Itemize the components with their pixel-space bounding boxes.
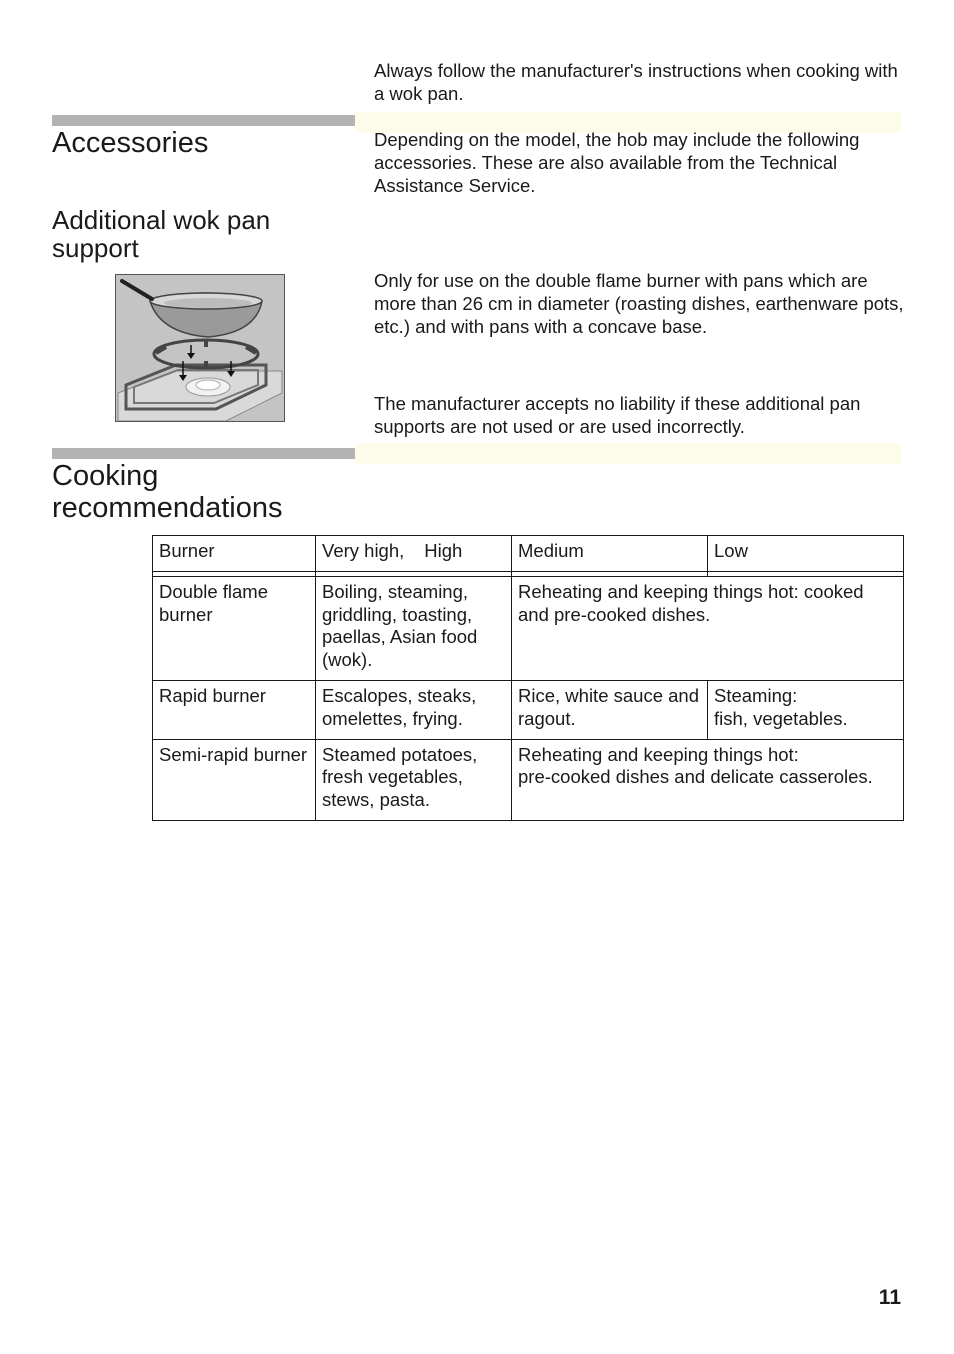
header-high: High — [424, 540, 463, 561]
table-row — [153, 739, 904, 820]
wok-support-illustration — [115, 274, 285, 422]
accessories-description: Depending on the model, the hob may include the following accessories. These are also available from the Technical Assistance Service. — [374, 129, 860, 196]
cell-high: Boiling, steaming, griddling, toasting, paellas, Asian food (wok). — [316, 576, 512, 680]
section-highlight-band — [355, 443, 901, 464]
wok-support-heading: Additional wok pan support — [52, 205, 271, 263]
header-medium: Medium — [512, 536, 708, 572]
cooking-recommendations-heading: Cooking recommendations — [52, 460, 283, 524]
cooking-recommendations-table — [152, 535, 904, 821]
wok-support-drawing — [116, 275, 284, 421]
cell-high: Steamed potatoes, fresh vegetables, stews, pasta. — [316, 739, 512, 820]
cell-low — [708, 680, 904, 739]
wok-support-usage-text: Only for use on the double flame burner with pans which are more than 26 cm in diameter (roasting dishes, earthenware pots, etc.) and with pans with a concave base. — [374, 270, 904, 337]
table-row — [153, 680, 904, 739]
page-number: 11 — [878, 1286, 901, 1309]
cell-low-line1: Steaming: — [714, 684, 798, 706]
cell-medium: Rice, white sauce and ragout. — [512, 680, 708, 739]
accessories-heading: Accessories — [52, 127, 209, 159]
cell-medium-low — [512, 739, 904, 820]
header-very-high: Very high, — [322, 540, 405, 561]
table-header-row — [153, 536, 904, 572]
header-low: Low — [708, 536, 904, 572]
section-divider-bar — [52, 448, 355, 459]
cell-low-line2: fish, vegetables. — [714, 707, 848, 729]
table-row — [153, 576, 904, 680]
cell-medium-low-line2: pre-cooked dishes and delicate casseroles. — [518, 766, 873, 788]
header-very-high-high — [316, 536, 512, 572]
cell-high: Escalopes, steaks, omelettes, frying. — [316, 680, 512, 739]
cell-medium-low-line1: Reheating and keeping things hot: — [518, 743, 799, 765]
cell-burner: Rapid burner — [153, 680, 316, 739]
liability-notice-text: The manufacturer accepts no liability if these additional pan supports are not used or are used incorrectly. — [374, 393, 861, 437]
section-divider-bar — [52, 115, 355, 126]
cell-burner: Semi-rapid burner — [153, 739, 316, 820]
cell-burner: Double flame burner — [153, 576, 316, 680]
wok-instructions-note: Always follow the manufacturer's instructions when cooking with a wok pan. — [374, 60, 898, 104]
header-burner: Burner — [153, 536, 316, 572]
cell-medium-low: Reheating and keeping things hot: cooked and pre-cooked dishes. — [512, 576, 904, 680]
